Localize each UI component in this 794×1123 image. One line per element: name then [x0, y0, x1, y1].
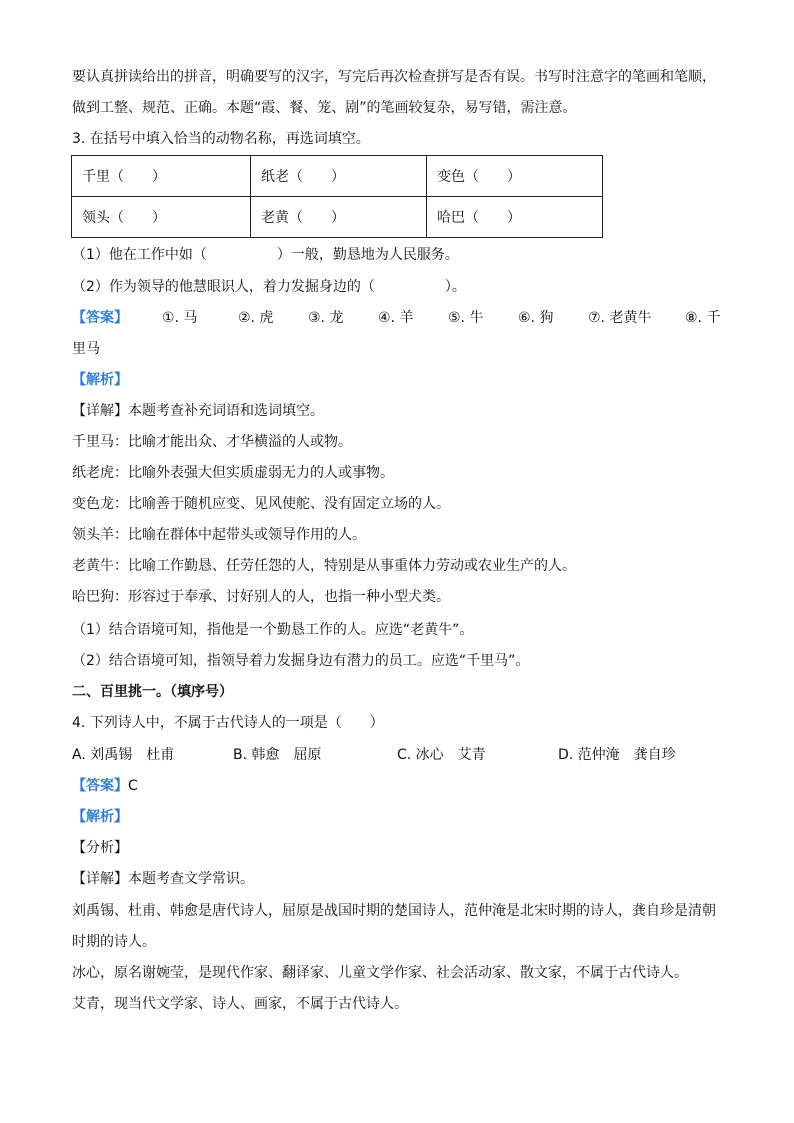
answer-item: ①. 马: [162, 310, 198, 326]
detail-text: 本题考查文学常识。: [128, 871, 254, 887]
question-4-stem: 4. 下列诗人中，不属于古代诗人的一项是（ ）: [72, 715, 384, 731]
analysis-tag: 【解析】: [72, 372, 128, 388]
table-cell: 变色（ ）: [427, 156, 603, 197]
question-3-answer-continued: 里马: [72, 341, 100, 357]
question-3-answer-row: [72, 308, 720, 328]
reason-line-1: （1）结合语境可知，指他是一个勤恳工作的人。应选“老黄牛”。: [72, 622, 474, 638]
explanation-line: 变色龙：比喻善于随机应变、见风使舵、没有固定立场的人。: [72, 496, 450, 512]
option-b: B. 韩愈 屈原: [233, 747, 322, 763]
table-cell: 哈巴（ ）: [427, 197, 603, 238]
detail-text: 本题考查补充词语和选词填空。: [128, 403, 324, 419]
explanation-line: 千里马：比喻才能出众、才华横溢的人或物。: [72, 434, 352, 450]
explanation-line: 领头羊：比喻在群体中起带头或领导作用的人。: [72, 527, 366, 543]
answer-item: ③. 龙: [308, 310, 344, 326]
option-c: C. 冰心 艾青: [397, 747, 486, 763]
body-line: 时期的诗人。: [72, 934, 156, 950]
explanation-line: 纸老虎：比喻外表强大但实质虚弱无力的人或事物。: [72, 465, 394, 481]
detail-line: [72, 401, 324, 421]
answer-item: ⑧. 千: [685, 310, 721, 326]
answer-item: ④. 羊: [378, 310, 414, 326]
analysis-tag: 【解析】: [72, 809, 128, 825]
answer-tag: 【答案】: [72, 778, 128, 794]
table-row: [72, 156, 603, 197]
table-cell: 领头（ ）: [72, 197, 251, 238]
answer-tag: 【答案】: [72, 310, 128, 326]
table-cell: 千里（ ）: [72, 156, 251, 197]
reason-line-2: （2）结合语境可知，指领导着力发掘身边有潜力的员工。应选“千里马”。: [72, 653, 530, 669]
animal-fill-table: [71, 155, 603, 238]
question-3-sub-1: （1）他在工作中如（ ）一般，勤恳地为人民服务。: [72, 247, 459, 263]
fenxi-tag: 【分析】: [72, 840, 128, 856]
answer-item: ⑥. 狗: [518, 310, 554, 326]
answer-item: ⑤. 牛: [448, 310, 484, 326]
question-3-stem: 3. 在括号中填入恰当的动物名称，再选词填空。: [72, 131, 370, 147]
detail-tag: 【详解】: [72, 403, 128, 419]
option-a: A. 刘禹锡 杜甫: [72, 747, 175, 763]
answer-item: ⑦. 老黄牛: [588, 310, 652, 326]
explanation-line: 老黄牛：比喻工作勤恳、任劳任怨的人，特别是从事重体力劳动或农业生产的人。: [72, 558, 576, 574]
option-d: D. 范仲淹 龚自珍: [558, 747, 676, 763]
body-line: 艾青，现当代文学家、诗人、画家，不属于古代诗人。: [72, 996, 408, 1012]
body-line: 冰心，原名谢婉莹，是现代作家、翻译家、儿童文学作家、社会活动家、散文家，不属于古代诗人。: [72, 965, 688, 981]
answer-value: C: [128, 778, 138, 794]
table-cell: 老黄（ ）: [251, 197, 427, 238]
table-cell: 纸老（ ）: [251, 156, 427, 197]
intro-line-1: 要认真拼读给出的拼音，明确要写的汉字，写完后再次检查拼写是否有误。书写时注意字的笔画和笔顺，: [72, 69, 716, 85]
question-3-sub-2: （2）作为领导的他慧眼识人，着力发掘身边的（ ）。: [72, 279, 466, 295]
section-2-heading: 二、百里挑一。（填序号）: [72, 684, 233, 700]
detail-line: [72, 869, 254, 889]
intro-line-2: 做到工整、规范、正确。本题“霞、餐、笼、剧”的笔画较复杂，易写错，需注意。: [72, 100, 577, 116]
answer-item: ②. 虎: [238, 310, 274, 326]
body-line: 刘禹锡、杜甫、韩愈是唐代诗人，屈原是战国时期的楚国诗人，范仲淹是北宋时期的诗人，龚自珍是清朝: [72, 903, 716, 919]
table-row: [72, 197, 603, 238]
detail-tag: 【详解】: [72, 871, 128, 887]
explanation-line: 哈巴狗：形容过于奉承、讨好别人的人，也指一种小型犬类。: [72, 589, 450, 605]
question-4-answer: [72, 776, 138, 796]
